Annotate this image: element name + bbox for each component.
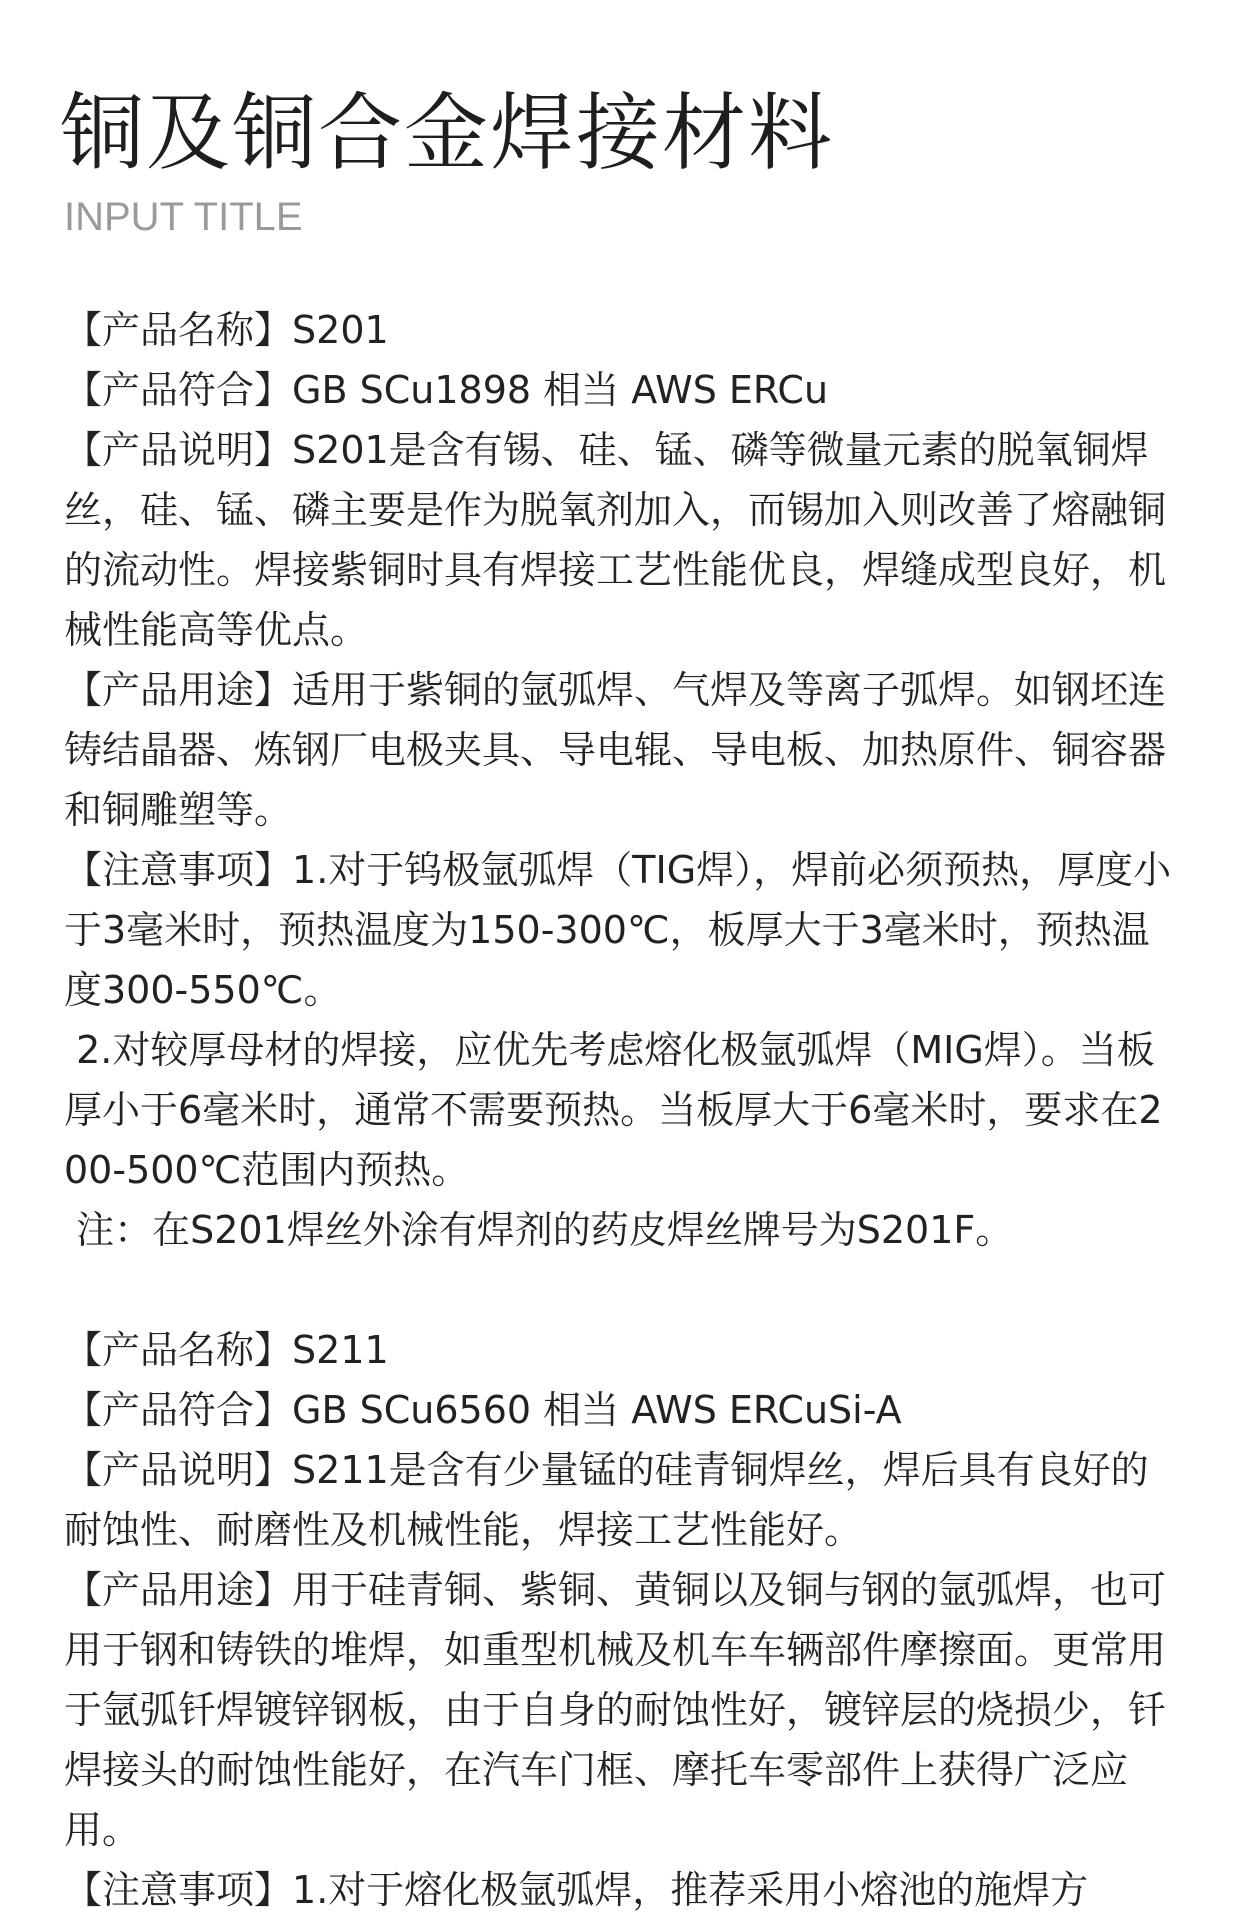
field-value: S201是含有锡、硅、锰、磷等微量元素的脱氧铜焊丝，硅、锰、磷主要是作为脱氧剂加入，而锡加入则改善了熔融铜的流动性。焊接紫铜时具有焊接工艺性能优良，焊缝成型良好，机械性能高等优点。 <box>64 428 1167 652</box>
field-label: 【产品用途】 <box>64 1568 293 1612</box>
field-label: 【产品说明】 <box>64 428 293 472</box>
field-label: 【产品用途】 <box>64 668 293 712</box>
field-label: 【产品名称】 <box>64 308 293 352</box>
product-name <box>64 300 1174 360</box>
product-name <box>64 1320 1174 1380</box>
page-title: 铜及铜合金焊接材料 <box>60 84 835 182</box>
field-value: S211 <box>292 1328 389 1372</box>
field-value: 适用于紫铜的氩弧焊、气焊及等离子弧焊。如钢坯连铸结晶器、炼钢厂电极夹具、导电辊、导电板、加热原件、铜容器和铜雕塑等。 <box>64 668 1167 832</box>
field-label: 【产品说明】 <box>64 1448 293 1492</box>
field-value: 1.对于钨极氩弧焊（TIG焊），焊前必须预热，厚度小于3毫米时，预热温度为150-300℃，板厚大于3毫米时，预热温度300-550℃。 <box>64 848 1172 1012</box>
product-section-s201 <box>64 300 1174 1260</box>
field-value: GB SCu1898 相当 AWS ERCu <box>292 368 829 412</box>
product-standard <box>64 360 1174 420</box>
field-label: 【注意事项】 <box>64 1868 293 1912</box>
field-label: 【产品符合】 <box>64 368 293 412</box>
product-section-s211 <box>64 1320 1174 1920</box>
product-usage <box>64 660 1174 840</box>
product-description <box>64 420 1174 660</box>
product-standard <box>64 1380 1174 1440</box>
field-label: 【注意事项】 <box>64 848 293 892</box>
field-label: 【产品名称】 <box>64 1328 293 1372</box>
product-notes-item-2: 2.对较厚母材的焊接，应优先考虑熔化极氩弧焊（MIG焊）。当板厚小于6毫米时，通常不需要预热。当板厚大于6毫米时，要求在200-500℃范围内预热。 <box>64 1028 1163 1192</box>
article-content <box>64 300 1174 1920</box>
field-value: S211是含有少量锰的硅青铜焊丝，焊后具有良好的耐蚀性、耐磨性及机械性能，焊接工艺性能好。 <box>64 1448 1149 1552</box>
field-value: S201 <box>292 308 389 352</box>
product-notes <box>64 1860 1174 1920</box>
product-remark: 注：在S201焊丝外涂有焊剂的药皮焊丝牌号为S201F。 <box>64 1208 1014 1252</box>
product-notes <box>64 840 1174 1020</box>
field-value: 1.对于熔化极氩弧焊，推荐采用小熔池的施焊方 <box>292 1868 1089 1912</box>
field-label: 【产品符合】 <box>64 1388 293 1432</box>
product-usage <box>64 1560 1174 1860</box>
field-value: 用于硅青铜、紫铜、黄铜以及铜与钢的氩弧焊，也可用于钢和铸铁的堆焊，如重型机械及机车车辆部件摩擦面。更常用于氩弧钎焊镀锌钢板，由于自身的耐蚀性好，镀锌层的烧损少，钎焊接头的耐蚀性能好，在汽车门框、摩托车零部件上获得广泛应用。 <box>64 1568 1167 1852</box>
page-subtitle: INPUT TITLE <box>64 195 303 239</box>
field-value: GB SCu6560 相当 AWS ERCuSi-A <box>292 1388 902 1432</box>
product-description <box>64 1440 1174 1560</box>
